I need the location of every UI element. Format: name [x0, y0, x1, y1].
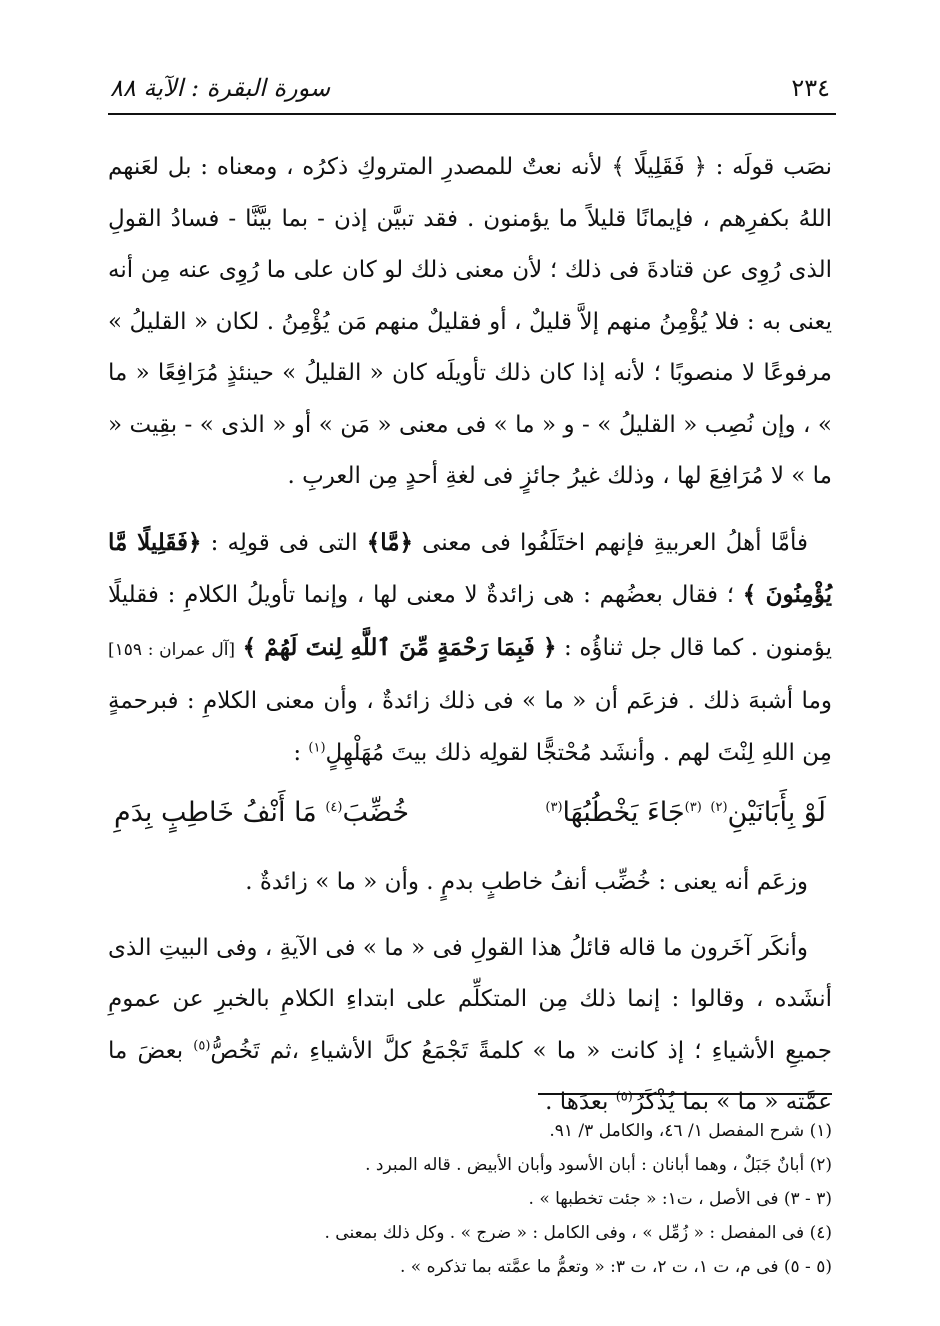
- page-number: ٢٣٤: [791, 74, 830, 102]
- verse-part-1: لَوْ بِأَبَانَيْنِ: [727, 797, 826, 828]
- paragraph-2-text-3: ؛ فقال بعضُهم : هى زائدةٌ لا معنى لها ، وإنما تأويلُ الكلامِ : فقليلًا يؤمنون . كما قال جل ثناؤُه :: [108, 582, 833, 661]
- poetry-verse: [108, 783, 832, 843]
- running-head: [110, 62, 830, 102]
- quran-quote-3: ﴿ فَبِمَا رَحْمَةٍ مِّنَ ٱللَّهِ لِنتَ لَهُمْ ﴾: [242, 633, 557, 661]
- paragraph-2-text-1: فأمَّا أهلُ العربيةِ فإنهم اختَلَفُوا فى معنى: [413, 529, 808, 556]
- footnotes: [110, 1114, 832, 1284]
- main-text: [108, 142, 832, 1129]
- quran-quote-1: ﴿مَّا﴾: [366, 528, 414, 556]
- footnote-rule: [538, 1093, 832, 1095]
- footnote-5: (٥ - ٥) فى م، ت ١، ت ٢، ت ٣: « وتعمُّ ما عمَّته بما تذكره » .: [400, 1257, 832, 1277]
- paragraph-3: وزعَم أنه يعنى : خُضِّب أنفُ خاطبٍ بدمٍ . وأن « ما » زائدةٌ .: [245, 869, 808, 895]
- paragraph-2: [108, 517, 832, 780]
- footnote-3: (٣ - ٣) فى الأصل ، ت١: « جئت تخطبها » .: [528, 1189, 832, 1209]
- footnote-mark-4[interactable]: (٤): [325, 800, 343, 815]
- footnote-mark-5-close[interactable]: (٥): [615, 1089, 633, 1105]
- quran-quote-2: ﴿فَقَلِيلًا مَّا يُؤْمِنُونَ ﴾: [108, 528, 832, 608]
- paragraph-1: نصَب قولَه : ﴿ فَقَلِيلًا ﴾ لأنه نعتٌ للمصدرِ المتروكِ ذكرُه ، ومعناه : بل لعَنهم اللهُ بكفرِهم ، فإيمانًا قليلاً ما يؤمنون . فقد تبيَّن إذن - بما بيَّنَّا - فسادُ القولِ الذى رُوِى عن قتادةَ فى ذلك ؛ لأن معنى ذلك لو كان على ما رُوِى عنه مِن أنه يعنى به : فلا يُؤْمِنُ منهم إلاَّ قليلٌ ، أو فقليلٌ منهم مَن يُؤْمِنُ . لكان « القليلُ » مرفوعًا لا منصوبًا ؛ لأنه إذا كان ذلك تأويلَه كان « القليلُ » حينئذٍ مُرَافِعًا « ما » ، وإن نُصِب « القليلُ » - و « ما » فى معنى « مَن » أو « الذى » - بقِيت « ما » لا مُرَافِعَ لها ، وذلك غيرُ جائزٍ فى لغةِ أحدٍ مِن العربِ .: [108, 154, 832, 489]
- paragraph-4-text-3: بعدَها .: [545, 1089, 616, 1115]
- paragraph-4-text-2: بعضَ ما عمَّته « ما » بما يُذْكَرُ: [108, 1037, 832, 1115]
- paragraph-4-text-1: وأنكَر آخَرون ما قاله قائلُ هذا القولِ فى « ما » فى الآيةِ ، وفى البيتِ الذى أنشَده ، وقالوا : إنما ذلك مِن المتكلِّم على ابتداءِ الكلامِ بالخبرِ عن عمومِ جميعِ الأشياءِ ؛ إذ كانت « ما » كلمةً تَجْمَعُ كلَّ الأشياءِ ،ثم تَخُصُّ: [108, 934, 832, 1064]
- verse-part-3: خُضِّبَ: [342, 797, 410, 828]
- running-title: سورة البقرة : الآية ٨٨: [110, 74, 331, 102]
- footnote-mark-3-open[interactable]: (٣): [684, 800, 702, 815]
- header-rule: [108, 113, 836, 115]
- verse-citation: [آل عمران : ١٥٩]: [108, 639, 236, 660]
- footnote-4: (٤) فى المفصل : « زُمِّل » ، وفى الكامل : « ضرج » . وكل ذلك بمعنى .: [324, 1223, 832, 1243]
- paragraph-2-text-5: :: [293, 739, 309, 766]
- verse-hemistich-1: [545, 783, 826, 843]
- footnote-mark-2[interactable]: (٢): [710, 800, 728, 815]
- verse-part-4: مَا أَنْفُ خَاطِبٍ بِدَمِ: [114, 797, 317, 828]
- paragraph-2-text-2: التى فى قولِه :: [201, 529, 367, 556]
- footnote-1: (١) شرح المفصل ١/ ٤٦، والكامل ٣/ ٩١.: [549, 1121, 832, 1141]
- footnote-2: (٢) أبانٌ جَبَلٌ ، وهما أبانان : أبان الأسود وأبان الأبيض . قاله المبرد .: [365, 1155, 832, 1175]
- footnote-mark-1[interactable]: (١): [308, 739, 326, 755]
- verse-part-2: جَاءَ يَخْطُبُهَا: [562, 797, 685, 828]
- paragraph-4: [108, 923, 832, 1129]
- paragraph-2-text-4: وما أشبهَ ذلك . فزعَم أن « ما » فى ذلك زائدةٌ ، وأن معنى الكلامِ : فبرحمةٍ مِن اللهِ لِنْتَ لهم . وأنشَد مُحْتجًّا لقولِه ذلك بيتَ مُهَلْهِلٍ: [108, 688, 832, 766]
- footnote-mark-3-close[interactable]: (٣): [545, 800, 563, 815]
- verse-hemistich-2: [114, 783, 409, 843]
- footnote-mark-5-open[interactable]: (٥): [193, 1037, 211, 1053]
